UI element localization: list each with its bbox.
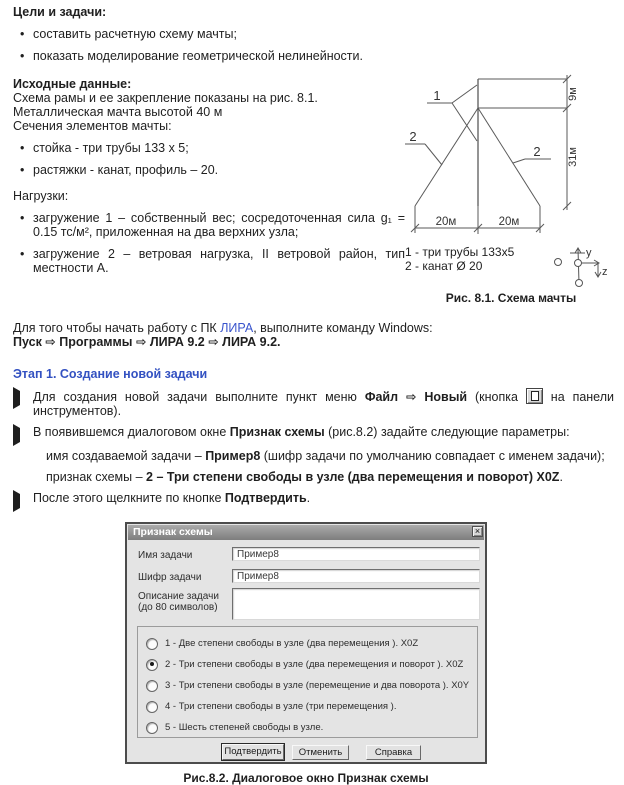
option-label: 2 - Три степени свободы в узле (два перемещения и поворот ). X0Z <box>165 658 464 670</box>
step-item <box>13 388 614 418</box>
step-text: В появившемся диалоговом окне Признак схемы (рис.8.2) задайте следующие параметры: <box>33 425 570 439</box>
square-bullet-icon <box>33 449 46 463</box>
figure-legend <box>405 245 514 273</box>
radio-button-icon[interactable] <box>146 701 158 713</box>
task-name-label: Имя задачи <box>138 550 193 561</box>
list-item <box>13 247 405 275</box>
arrow-bullet-icon <box>13 491 33 508</box>
list-item <box>13 141 405 155</box>
sub-text: имя создаваемой задачи – Пример8 (шифр задачи по умолчанию совпадает с именем задачи); <box>46 449 605 463</box>
list-item <box>13 27 614 41</box>
radio-button-icon[interactable] <box>146 638 158 650</box>
load-bullet: загружение 1 – собственный вес; сосредоточенная сила g₁ = 0.15 тс/м², приложенная на два верхних узла; <box>33 211 405 239</box>
option-label: 4 - Три степени свободы в узле (три перемещения ). <box>165 700 397 712</box>
load-bullet: загружение 2 – ветровая нагрузка, II ветровой район, тип местности А. <box>33 247 405 275</box>
dim-9m: 9м <box>567 87 579 101</box>
radio-button-icon[interactable] <box>146 680 158 692</box>
option-label: 5 - Шесть степеней свободы в узле. <box>165 721 324 733</box>
task-description-input[interactable] <box>232 588 480 620</box>
bullet-icon <box>13 211 33 239</box>
text-line: Схема рамы и ее закрепление показаны на рис. 8.1. <box>13 91 318 105</box>
mast-label-1: 1 <box>433 88 441 103</box>
scheme-option-4[interactable] <box>146 696 477 717</box>
scheme-attribute-dialog <box>125 522 487 764</box>
text-line: Металлическая мачта высотой 40 м <box>13 105 223 119</box>
list-item <box>13 49 614 63</box>
close-icon: × <box>474 526 481 536</box>
launch-paragraph <box>13 321 614 349</box>
axes-icon <box>549 245 609 289</box>
task-code-input[interactable] <box>232 569 480 583</box>
dialog-title: Признак схемы <box>133 526 213 538</box>
scheme-option-2[interactable] <box>146 654 477 675</box>
source-data-section <box>13 77 614 305</box>
scheme-option-3[interactable] <box>146 675 477 696</box>
dim-20-left: 20м <box>435 216 457 228</box>
scheme-option-5[interactable] <box>146 717 477 738</box>
scheme-type-group <box>137 626 478 738</box>
sub-item <box>33 470 614 484</box>
confirm-button[interactable]: Подтвердить <box>222 744 284 760</box>
list-item <box>13 163 405 177</box>
cancel-button[interactable]: Отменить <box>292 745 349 760</box>
arrow-bullet-icon <box>13 388 33 418</box>
dim-31m: 31м <box>567 147 579 167</box>
legend-line: 2 - канат Ø 20 <box>405 259 483 273</box>
dim-20-right: 20м <box>498 216 520 228</box>
help-button[interactable]: Справка <box>366 745 421 760</box>
task-description-label-2: (до 80 символов) <box>138 602 218 613</box>
figure-81 <box>405 73 617 305</box>
close-button[interactable] <box>472 526 483 537</box>
task-description-label: Описание задачи <box>138 591 219 602</box>
task-name-input[interactable] <box>232 547 480 561</box>
mast-diagram <box>405 73 617 238</box>
step-text: После этого щелкните по кнопке Подтвердить. <box>33 491 311 505</box>
new-document-icon <box>526 388 543 404</box>
stage1-heading: Этап 1. Создание новой задачи <box>13 367 208 381</box>
sub-item <box>33 449 614 463</box>
radio-button-icon[interactable] <box>146 722 158 734</box>
radio-button-icon[interactable] <box>146 659 158 671</box>
bullet-icon <box>13 49 33 63</box>
square-bullet-icon <box>33 470 46 484</box>
text-line: Сечения элементов мачты: <box>13 119 172 133</box>
figure-legend-row <box>405 245 617 289</box>
bullet-icon <box>13 163 33 177</box>
figure-82-caption: Рис.8.2. Диалоговое окно Признак схемы <box>183 771 429 785</box>
bullet-icon <box>13 247 33 275</box>
source-data-column <box>13 77 405 305</box>
source-data-heading: Исходные данные: <box>13 77 132 91</box>
guy-label-2-left: 2 <box>409 129 417 144</box>
option-label: 3 - Три степени свободы в узле (перемещение и два поворота ). X0Y <box>165 679 470 691</box>
section-bullet: стойка - три трубы 133 х 5; <box>33 141 189 155</box>
bullet-icon <box>13 141 33 155</box>
sub-text: признак схемы – 2 – Три степени свободы в узле (два перемещения и поворот) X0Z. <box>46 470 563 484</box>
step-item <box>13 425 614 442</box>
launch-line-1: Для того чтобы начать работу с ПК ЛИРА, выполните команду Windows: <box>13 321 433 335</box>
task-code-label: Шифр задачи <box>138 572 202 583</box>
guy-label-2-right: 2 <box>533 144 541 159</box>
launch-command-line: Пуск ⇨ Программы ⇨ ЛИРА 9.2 ⇨ ЛИРА 9.2. <box>13 335 281 349</box>
figure-81-caption: Рис. 8.1. Схема мачты <box>445 291 577 305</box>
axis-z-label: z <box>602 266 608 278</box>
scheme-option-1[interactable] <box>146 633 477 654</box>
legend-line: 1 - три трубы 133х5 <box>405 245 515 259</box>
list-item <box>13 211 405 239</box>
step-item <box>13 491 614 508</box>
bullet-icon <box>13 27 33 41</box>
goal-bullet: показать моделирование геометрической нелинейности. <box>33 49 363 63</box>
dialog-title-bar <box>128 525 484 540</box>
step-text: Для создания новой задачи выполните пункт меню Файл ⇨ Новый (кнопка на панели инструментов). <box>33 390 614 418</box>
goal-bullet: составить расчетную схему мачты; <box>33 27 237 41</box>
arrow-bullet-icon <box>13 425 33 442</box>
section-bullet: растяжки - канат, профиль – 20. <box>33 163 219 177</box>
goals-heading: Цели и задачи: <box>13 5 107 19</box>
axis-y-label: y <box>586 247 592 259</box>
loads-heading: Нагрузки: <box>13 189 69 203</box>
option-label: 1 - Две степени свободы в узле (два перемещения ). X0Z <box>165 637 419 649</box>
